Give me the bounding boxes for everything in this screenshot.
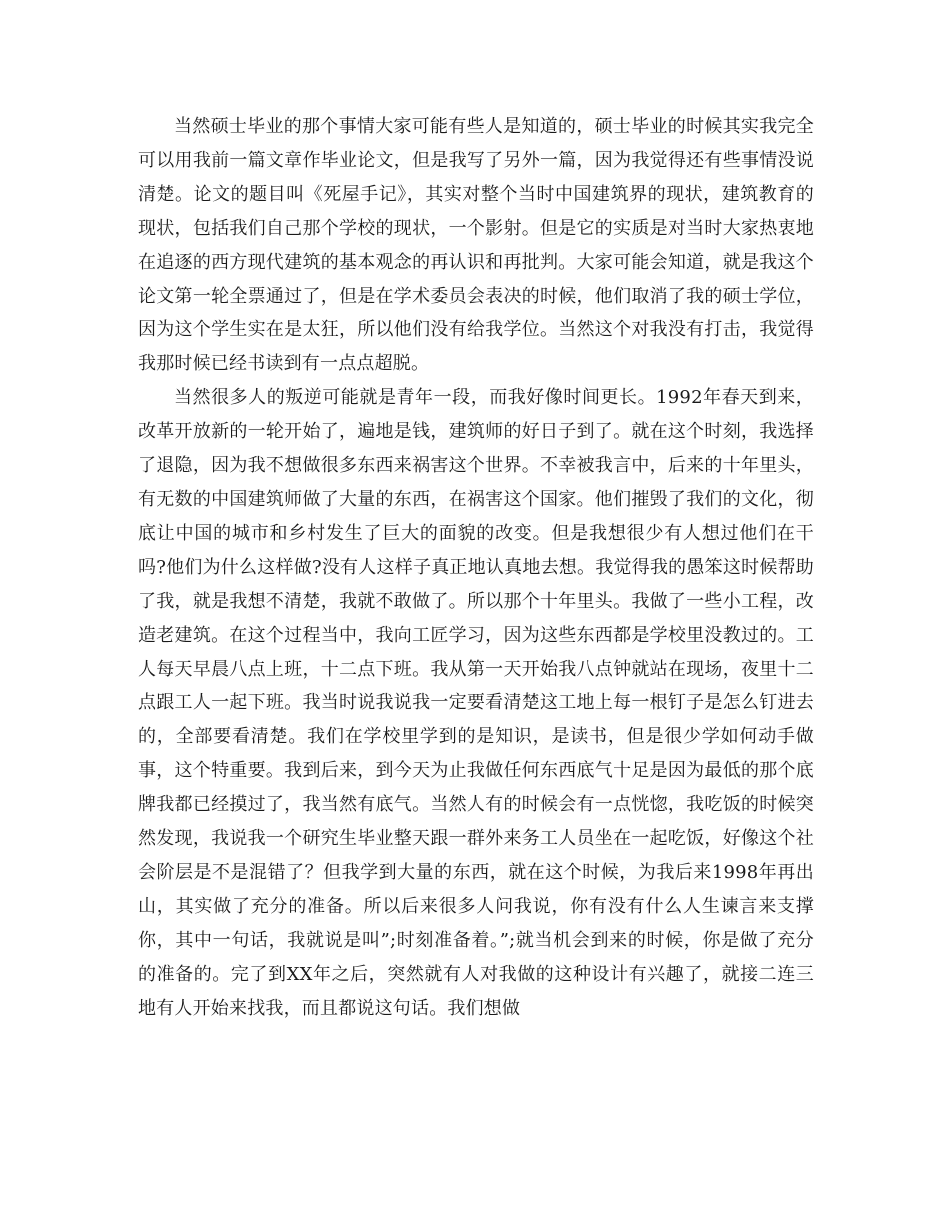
paragraph-1: 当然硕士毕业的那个事情大家可能有些人是知道的，硕士毕业的时候其实我完全可以用我前一篇文章作毕业论文，但是我写了另外一篇，因为我觉得还有些事情没说清楚。论文的题目叫《死屋手记》，其实对整个当时中国建筑界的现状，建筑教育的现状，包括我们自己那个学校的现状，一个影射。但是它的实质是对当时大家热衷地在追逐的西方现代建筑的基本观念的再认识和再批判。大家可能会知道，就是我这个论文第一轮全票通过了，但是在学术委员会表决的时候，他们取消了我的硕士学位，因为这个学生实在是太狂，所以他们没有给我学位。当然这个对我没有打击，我觉得我那时候已经书读到有一点点超脱。 <box>138 116 814 375</box>
paragraph-2: 当然很多人的叛逆可能就是青年一段，而我好像时间更长。1992年春天到来，改革开放新的一轮开始了，遍地是钱，建筑师的好日子到了。就在这个时刻，我选择了退隐，因为我不想做很多东西来祸害这个世界。不幸被我言中，后来的十年里头，有无数的中国建筑师做了大量的东西，在祸害这个国家。他们摧毁了我们的文化，彻底让中国的城市和乡村发生了巨大的面貌的改变。但是我想很少有人想过他们在干吗?他们为什么这样做?没有人这样子真正地认真地去想。我觉得我的愚笨这时候帮助了我，就是我想不清楚，我就不敢做了。所以那个十年里头。我做了一些小工程，改造老建筑。在这个过程当中，我向工匠学习，因为这些东西都是学校里没教过的。工人每天早晨八点上班，十二点下班。我从第一天开始我八点钟就站在现场，夜里十二点跟工人一起下班。我当时说我说我一定要看清楚这工地上每一根钉子是怎么钉进去的，全部要看清楚。我们在学校里学到的是知识，是读书，但是很少学如何动手做事，这个特重要。我到后来，到今天为止我做任何东西底气十足是因为最低的那个底牌我都已经摸过了，我当然有底气。当然人有的时候会有一点恍惚，我吃饭的时候突然发现，我说我一个研究生毕业整天跟一群外来务工人员坐在一起吃饭，好像这个社会阶层是不是混错了？但我学到大量的东西，就在这个时候，为我后来1998年再出山，其实做了充分的准备。所以后来很多人问我说，你有没有什么人生谏言来支撑你，其中一句话，我就说是叫”;时刻准备着。”;就当机会到来的时候，你是做了充分的准备的。完了到XX年之后，突然就有人对我做的这种设计有兴趣了，就接二连三地有人开始来找我，而且都说这句话。我们想做 <box>138 387 814 1019</box>
document-body <box>138 110 814 1025</box>
